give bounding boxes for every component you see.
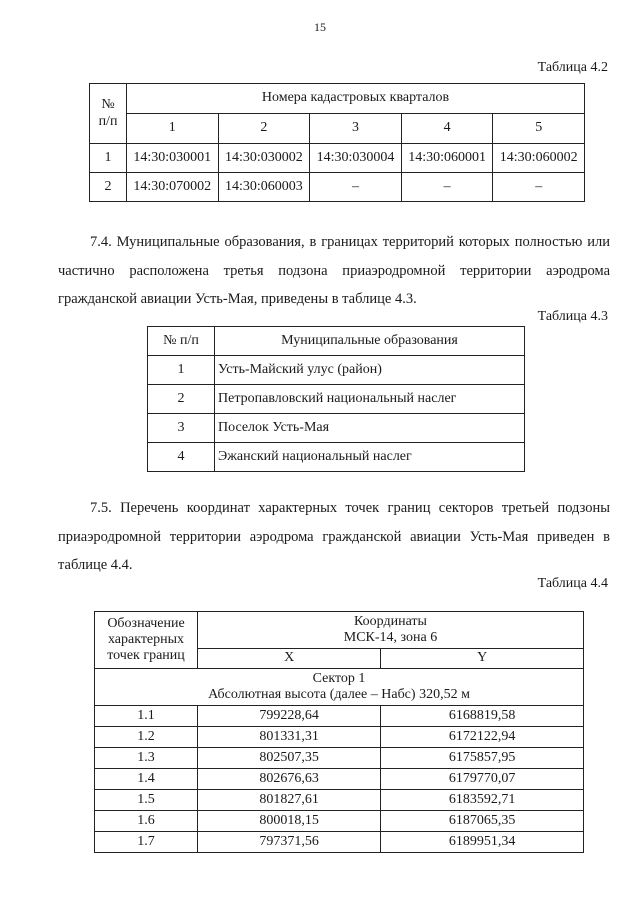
table-4-4-caption: Таблица 4.4 [537,576,608,591]
table-row: 1.6 800018,15 6187065,35 [95,811,584,832]
header-points: Обозначение характерных точек границ [95,612,198,669]
sector-header: Сектор 1 Абсолютная высота (далее – Набс) 320,52 м [95,669,584,706]
paragraph-7-5: 7.5. Перечень координат характерных точек границ секторов третьей подзоны приаэродромной территории аэродрома гражданской авиации Усть-Мая приведен в таблице 4.4. [58,500,610,573]
header-no: № п/п [148,327,215,356]
table-row: 1 14:30:030001 14:30:030002 14:30:030004 14:30:060001 14:30:060002 [90,144,585,173]
header-group: Номера кадастровых кварталов [127,84,585,114]
table-row: 1.5 801827,61 6183592,71 [95,790,584,811]
col-number: 4 [401,114,493,144]
col-number: 2 [218,114,310,144]
header-x: X [198,649,381,669]
table-row: 3 Поселок Усть-Мая [148,414,525,443]
table-row: 1.2 801331,31 6172122,94 [95,727,584,748]
paragraph-7-4: 7.4. Муниципальные образования, в границах территорий которых полностью или частично расположена третья подзона приаэродромной территории аэродрома гражданской авиации Усть-Мая, приведены в таблице 4.3. [58,234,610,307]
table-4-2-caption: Таблица 4.2 [537,60,608,75]
table-4-4 [94,611,584,853]
table-row: 2 Петропавловский национальный наслег [148,385,525,414]
table-row: 1.3 802507,35 6175857,95 [95,748,584,769]
table-row: 1.1 799228,64 6168819,58 [95,706,584,727]
table-row: 1.4 802676,63 6179770,07 [95,769,584,790]
col-number: 1 [127,114,219,144]
page-number: 15 [314,20,326,34]
table-4-3 [147,326,525,472]
table-row: 1.7 797371,56 6189951,34 [95,832,584,853]
col-number: 3 [310,114,402,144]
table-4-3-caption: Таблица 4.3 [537,309,608,324]
header-y: Y [381,649,584,669]
header-name: Муниципальные образования [215,327,525,356]
col-number: 5 [493,114,585,144]
header-no: № п/п [90,84,127,144]
table-row: 2 14:30:070002 14:30:060003 – – – [90,173,585,202]
table-row: 4 Эжанский национальный наслег [148,443,525,472]
header-coords: Координаты МСК-14, зона 6 [198,612,584,649]
table-row: 1 Усть-Майский улус (район) [148,356,525,385]
table-4-2 [89,83,585,202]
